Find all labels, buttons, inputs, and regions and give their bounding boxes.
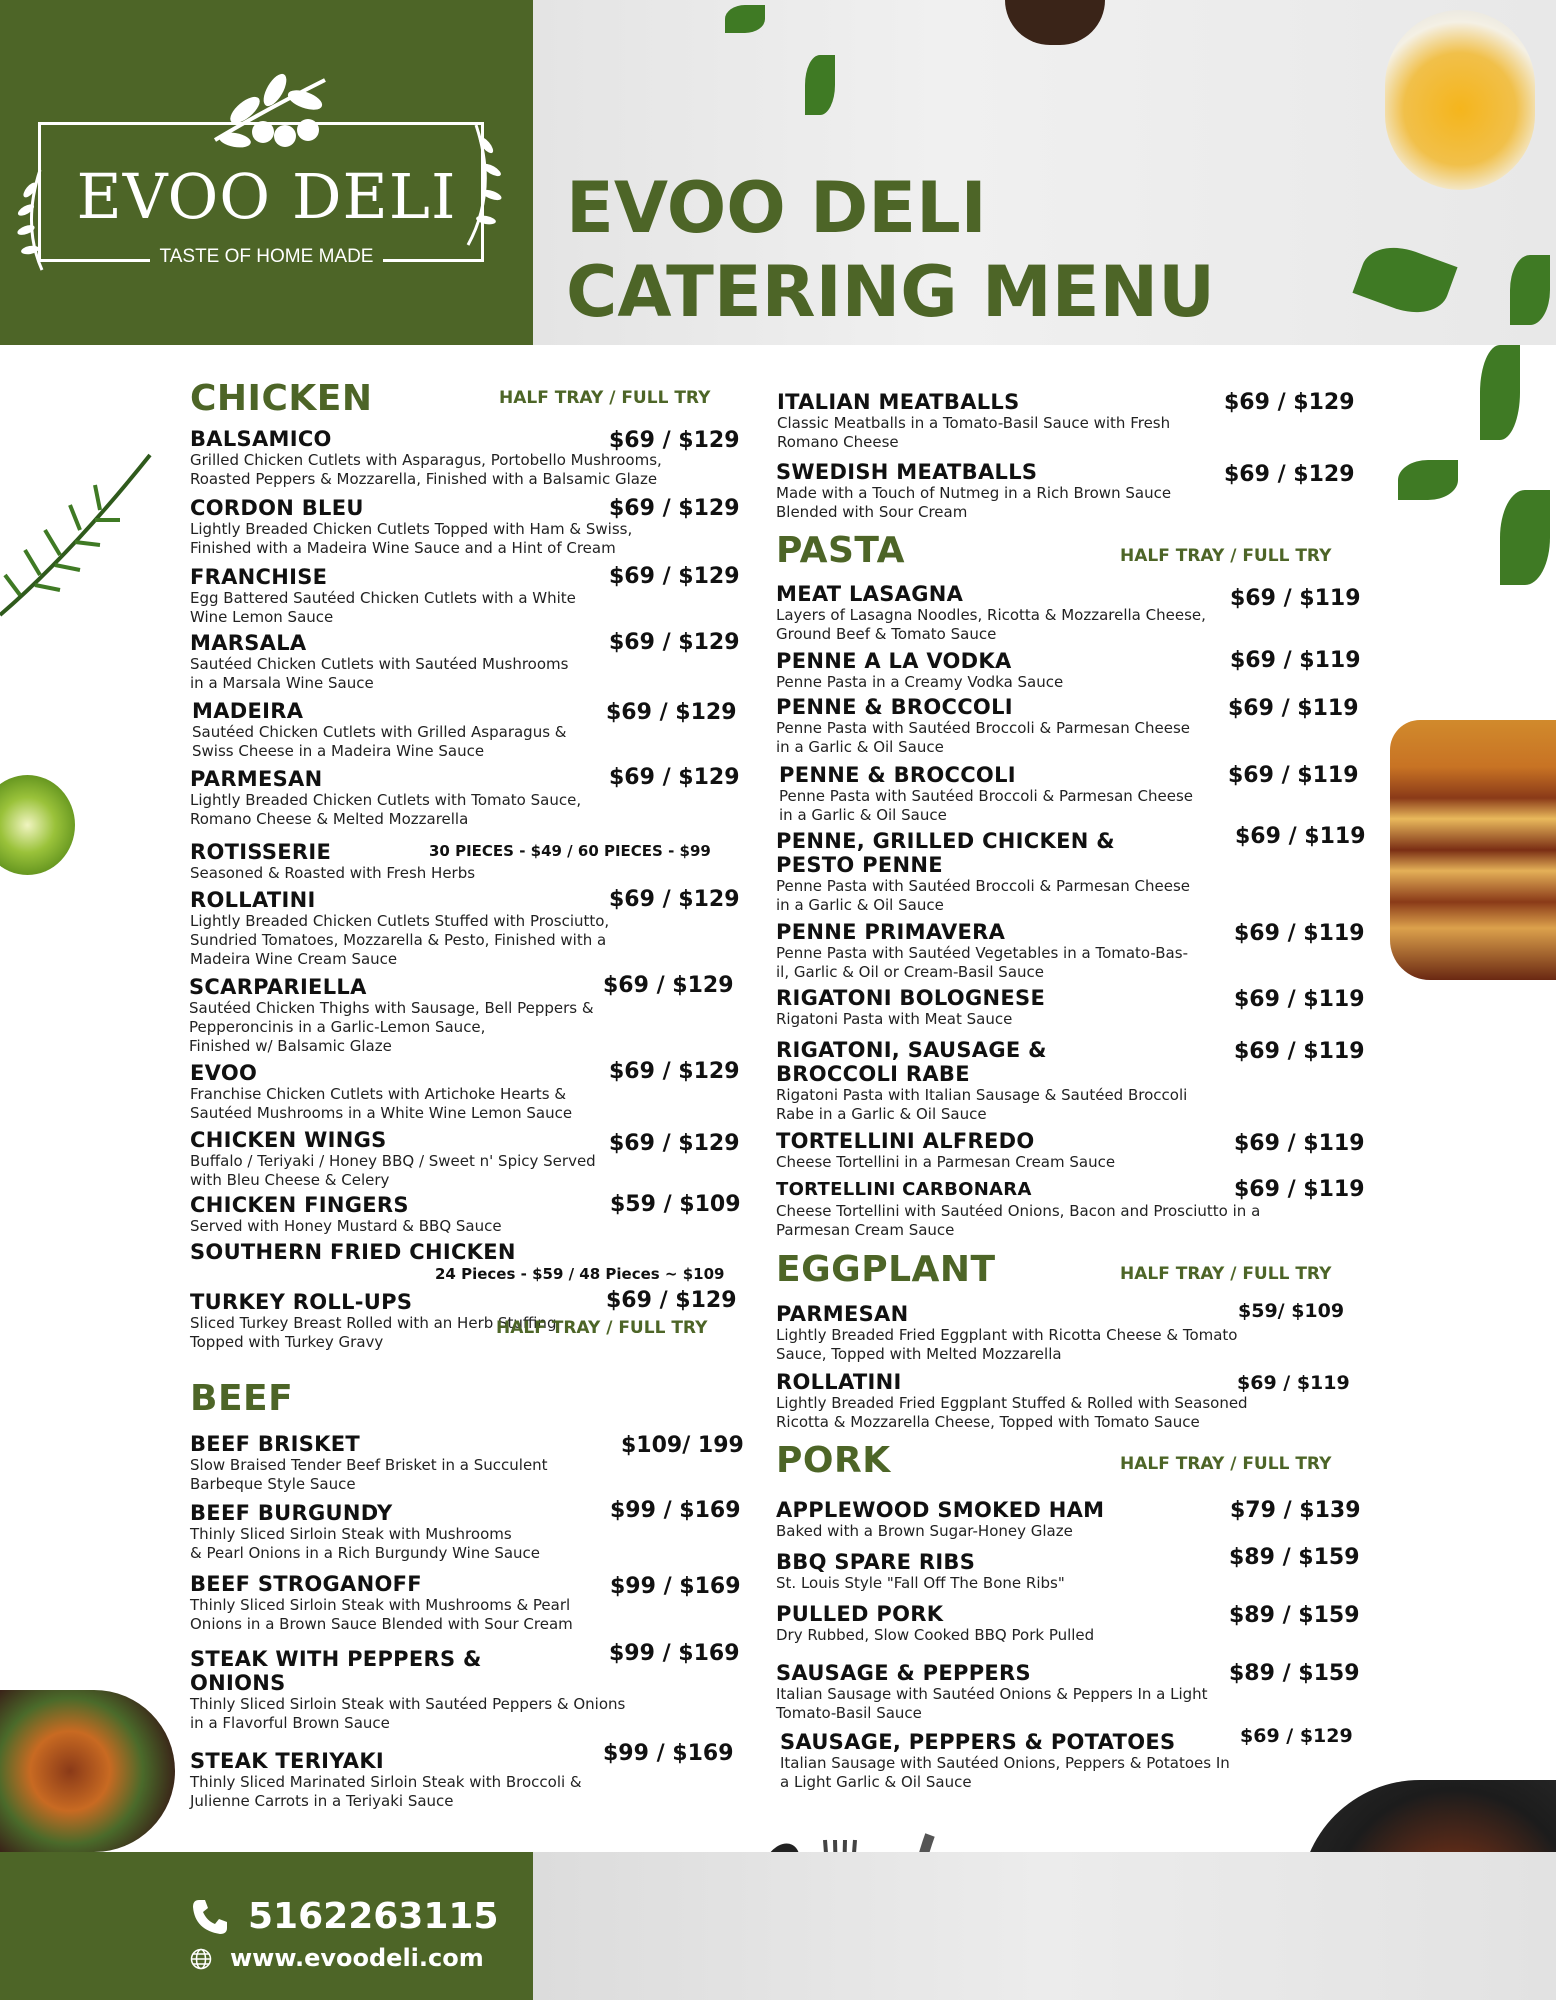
- menu-item: [776, 920, 1188, 982]
- menu-item: [776, 1602, 1094, 1645]
- item-desc: Sauce, Topped with Melted Mozzarella: [776, 1345, 1062, 1363]
- footer-banner: [533, 1852, 1556, 2000]
- item-desc: Dry Rubbed, Slow Cooked BBQ Pork Pulled: [776, 1626, 1095, 1644]
- item-desc: Penne Pasta with Sautéed Vegetables in a Tomato-Bas-: [776, 944, 1188, 962]
- item-price: $69 / $129: [609, 428, 740, 453]
- item-name: MARSALA: [190, 631, 307, 655]
- item-desc: Romano Cheese & Melted Mozzarella: [190, 810, 469, 828]
- item-price: $89 / $159: [1229, 1545, 1360, 1570]
- item-desc: Egg Battered Sautéed Chicken Cutlets with a White: [190, 589, 576, 607]
- item-desc: Ground Beef & Tomato Sauce: [776, 625, 997, 643]
- page-title-line2: CATERING MENU: [566, 251, 1215, 333]
- item-price: $69 / $119: [1234, 1131, 1365, 1156]
- item-price: $59/ $109: [1238, 1300, 1345, 1322]
- item-name: PENNE A LA VODKA: [776, 649, 1012, 673]
- item-desc: with Bleu Cheese & Celery: [190, 1171, 390, 1189]
- item-name: SAUSAGE, PEPPERS & POTATOES: [780, 1730, 1176, 1754]
- phone-icon: [190, 1897, 230, 1937]
- item-desc: Tomato-Basil Sauce: [776, 1704, 922, 1722]
- menu-item: [190, 496, 632, 558]
- lasagna-image: [1390, 720, 1556, 980]
- item-desc: Penne Pasta with Sautéed Broccoli & Parmesan Cheese: [776, 877, 1191, 895]
- menu-item: [190, 1432, 548, 1494]
- item-desc: Penne Pasta with Sautéed Broccoli & Parmesan Cheese: [779, 787, 1194, 805]
- basil-leaf-icon: [1510, 255, 1550, 325]
- item-desc: Sautéed Chicken Cutlets with Sautéed Mushrooms: [190, 655, 569, 673]
- item-price: $99 / $169: [603, 1741, 734, 1766]
- page-title: [566, 166, 1215, 334]
- item-desc: Thinly Sliced Sirloin Steak with Mushrooms: [190, 1525, 512, 1543]
- item-price: 30 PIECES - $49 / 60 PIECES - $99: [429, 842, 711, 860]
- beer-glass-image: [1385, 10, 1535, 190]
- item-desc: in a Flavorful Brown Sauce: [190, 1714, 390, 1732]
- item-desc: Roasted Peppers & Mozzarella, Finished with a Balsamic Glaze: [190, 470, 658, 488]
- item-desc: Romano Cheese: [777, 433, 899, 451]
- item-name: PARMESAN: [776, 1302, 909, 1326]
- menu-item: [777, 390, 1170, 452]
- globe-icon: [190, 1948, 212, 1970]
- item-name: PENNE, GRILLED CHICKEN &: [776, 829, 1115, 853]
- logo-name: EVOO DELI: [76, 160, 457, 233]
- item-price: $69 / $119: [1234, 987, 1365, 1012]
- item-price: $69 / $119: [1237, 1372, 1350, 1394]
- section-title-pork: PORK: [776, 1440, 891, 1481]
- item-price: $69 / $129: [609, 496, 740, 521]
- item-name: STEAK WITH PEPPERS &: [190, 1647, 482, 1671]
- item-price: 24 Pieces - $59 / 48 Pieces ~ $109: [435, 1265, 725, 1283]
- item-desc: Pepperoncinis in a Garlic-Lemon Sauce,: [189, 1018, 486, 1036]
- item-price: $99 / $169: [609, 1641, 740, 1666]
- menu-item: [190, 1061, 572, 1123]
- item-name: PENNE & BROCCOLI: [779, 763, 1016, 787]
- item-desc: Served with Honey Mustard & BBQ Sauce: [190, 1217, 502, 1235]
- item-desc: Wine Lemon Sauce: [190, 608, 334, 626]
- menu-item: [776, 582, 1206, 644]
- item-price: $69 / $119: [1235, 824, 1366, 849]
- item-name: CHICKEN FINGERS: [190, 1193, 409, 1217]
- item-desc: Penne Pasta with Sautéed Broccoli & Parmesan Cheese: [776, 719, 1191, 737]
- item-desc: Lightly Breaded Fried Eggplant Stuffed & Rolled with Seasoned: [776, 1394, 1248, 1412]
- item-name: PENNE & BROCCOLI: [776, 695, 1013, 719]
- item-desc: Blended with Sour Cream: [776, 503, 968, 521]
- item-desc: Made with a Touch of Nutmeg in a Rich Brown Sauce: [776, 484, 1172, 502]
- item-desc: Italian Sausage with Sautéed Onions & Peppers In a Light: [776, 1685, 1208, 1703]
- item-desc: Rigatoni Pasta with Meat Sauce: [776, 1010, 1013, 1028]
- item-desc: Grilled Chicken Cutlets with Asparagus, Portobello Mushrooms,: [190, 451, 662, 469]
- rosemary-sprig: [0, 445, 160, 625]
- item-name-cont: ONIONS: [190, 1671, 286, 1695]
- item-price: $69 / $129: [609, 1059, 740, 1084]
- item-desc: Onions in a Brown Sauce Blended with Sour Cream: [190, 1615, 573, 1633]
- item-name: ROLLATINI: [776, 1370, 902, 1394]
- item-price: $69 / $129: [609, 630, 740, 655]
- item-desc: Rabe in a Garlic & Oil Sauce: [776, 1105, 987, 1123]
- item-name: APPLEWOOD SMOKED HAM: [776, 1498, 1105, 1522]
- menu-item: [776, 1370, 1248, 1432]
- phone-number[interactable]: 5162263115: [248, 1896, 499, 1937]
- section-title-beef: BEEF: [190, 1378, 294, 1419]
- item-desc: St. Louis Style "Fall Off The Bone Ribs": [776, 1574, 1065, 1592]
- item-price: $69 / $119: [1234, 1039, 1365, 1064]
- menu-item: [190, 565, 576, 627]
- item-desc: Penne Pasta in a Creamy Vodka Sauce: [776, 673, 1064, 691]
- menu-item: [776, 1498, 1104, 1541]
- item-desc: in a Garlic & Oil Sauce: [779, 806, 947, 824]
- tray-header: HALF TRAY / FULL TRY: [496, 1318, 708, 1338]
- item-desc: Cheese Tortellini with Sautéed Onions, Bacon and Prosciutto in a: [776, 1202, 1261, 1220]
- section-title-eggplant: EGGPLANT: [776, 1249, 996, 1290]
- item-price: $69 / $119: [1228, 696, 1359, 721]
- section-title-chicken: CHICKEN: [190, 378, 373, 419]
- item-desc: Barbeque Style Sauce: [190, 1475, 356, 1493]
- rosemary-icon: [0, 445, 160, 625]
- item-desc: Finished w/ Balsamic Glaze: [189, 1037, 392, 1055]
- basil-leaf-icon: [805, 55, 835, 115]
- menu-item: [776, 1302, 1237, 1364]
- item-name: TURKEY ROLL-UPS: [190, 1290, 413, 1314]
- item-name: BEEF BRISKET: [190, 1432, 361, 1456]
- beef-stew-image: [0, 1690, 175, 1852]
- item-name: SAUSAGE & PEPPERS: [776, 1661, 1031, 1685]
- item-price: $99 / $169: [610, 1574, 741, 1599]
- menu-item: [190, 1647, 625, 1733]
- item-price: $79 / $139: [1230, 1498, 1361, 1523]
- item-name: STEAK TERIYAKI: [190, 1749, 385, 1773]
- menu-item: [776, 695, 1190, 757]
- item-desc: Ricotta & Mozzarella Cheese, Topped with Tomato Sauce: [776, 1413, 1200, 1431]
- menu-item: [190, 631, 568, 693]
- item-desc: Swiss Cheese in a Madeira Wine Sauce: [192, 742, 485, 760]
- item-desc: Baked with a Brown Sugar-Honey Glaze: [776, 1522, 1073, 1540]
- item-desc: Lightly Breaded Chicken Cutlets with Tomato Sauce,: [190, 791, 582, 809]
- item-desc: Franchise Chicken Cutlets with Artichoke Hearts &: [190, 1085, 567, 1103]
- menu-item: [190, 888, 609, 969]
- item-desc: Julienne Carrots in a Teriyaki Sauce: [190, 1792, 454, 1810]
- item-price: $69 / $129: [609, 564, 740, 589]
- item-price: $69 / $119: [1230, 648, 1361, 673]
- item-name: SCARPARIELLA: [189, 975, 367, 999]
- item-desc: Classic Meatballs in a Tomato-Basil Sauce with Fresh: [777, 414, 1171, 432]
- menu-item: [776, 986, 1045, 1029]
- item-desc: Seasoned & Roasted with Fresh Herbs: [190, 864, 476, 882]
- basil-leaf-icon: [1480, 345, 1520, 440]
- item-price: $59 / $109: [610, 1192, 741, 1217]
- item-desc: a Light Garlic & Oil Sauce: [780, 1773, 972, 1791]
- item-desc: Italian Sausage with Sautéed Onions, Peppers & Potatoes In: [780, 1754, 1230, 1772]
- item-price: $69 / $119: [1234, 921, 1365, 946]
- item-price: $69 / $129: [1240, 1725, 1353, 1747]
- item-name: PARMESAN: [190, 767, 323, 791]
- item-desc: Thinly Sliced Sirloin Steak with Sautéed Peppers & Onions: [190, 1695, 626, 1713]
- page-title-line1: EVOO DELI: [566, 167, 987, 249]
- item-name: RIGATONI BOLOGNESE: [776, 986, 1046, 1010]
- item-name: ROTISSERIE: [190, 840, 332, 864]
- item-desc: Slow Braised Tender Beef Brisket in a Succulent: [190, 1456, 548, 1474]
- menu-item: [779, 763, 1193, 825]
- item-name: TORTELLINI CARBONARA: [776, 1179, 1032, 1200]
- item-desc: Layers of Lasagna Noodles, Ricotta & Mozzarella Cheese,: [776, 606, 1206, 624]
- item-name: TORTELLINI ALFREDO: [776, 1129, 1035, 1153]
- item-desc: in a Garlic & Oil Sauce: [776, 738, 944, 756]
- menu-item: [776, 1178, 1260, 1240]
- menu-item: [192, 699, 566, 761]
- item-price: $69 / $119: [1228, 763, 1359, 788]
- item-name: ITALIAN MEATBALLS: [777, 390, 1020, 414]
- menu-item: [776, 1038, 1187, 1124]
- item-desc: Sliced Turkey Breast Rolled with an Herb Stuffing: [190, 1314, 557, 1332]
- item-desc: Sundried Tomatoes, Mozzarella & Pesto, Finished with a: [190, 931, 607, 949]
- menu-item: [190, 1128, 596, 1190]
- menu-item: [780, 1730, 1230, 1792]
- tray-header: HALF TRAY / FULL TRY: [499, 388, 711, 408]
- menu-item: [190, 1193, 502, 1236]
- item-name: RIGATONI, SAUSAGE &: [776, 1038, 1047, 1062]
- menu-item: [776, 1129, 1115, 1172]
- item-price: $69 / $129: [609, 887, 740, 912]
- item-price: $69 / $129: [1224, 462, 1355, 487]
- item-price: $99 / $169: [610, 1498, 741, 1523]
- item-desc: Thinly Sliced Marinated Sirloin Steak with Broccoli &: [190, 1773, 582, 1791]
- item-name: PULLED PORK: [776, 1602, 944, 1626]
- item-name: BEEF BURGUNDY: [190, 1501, 393, 1525]
- section-title-pasta: PASTA: [776, 530, 905, 571]
- item-desc: Sautéed Mushrooms in a White Wine Lemon Sauce: [190, 1104, 573, 1122]
- item-desc: Thinly Sliced Sirloin Steak with Mushrooms & Pearl: [190, 1596, 571, 1614]
- item-price: $69 / $119: [1230, 586, 1361, 611]
- item-name: CHICKEN WINGS: [190, 1128, 387, 1152]
- basil-leaf-icon: [725, 5, 765, 33]
- menu-item: [776, 460, 1171, 522]
- menu-item: [776, 1550, 1065, 1593]
- tray-header: HALF TRAY / FULL TRY: [1120, 1264, 1332, 1284]
- item-desc: in a Marsala Wine Sauce: [190, 674, 374, 692]
- menu-item: [776, 1661, 1208, 1723]
- item-name: EVOO: [190, 1061, 258, 1085]
- menu-item: [190, 767, 581, 829]
- tray-header: HALF TRAY / FULL TRY: [1120, 546, 1332, 566]
- item-desc: in a Garlic & Oil Sauce: [776, 896, 944, 914]
- item-price: $69 / $129: [609, 1131, 740, 1156]
- website-link[interactable]: www.evoodeli.com: [230, 1944, 484, 1972]
- item-name: MEAT LASAGNA: [776, 582, 964, 606]
- item-desc: Sautéed Chicken Thighs with Sausage, Bell Peppers &: [189, 999, 594, 1017]
- menu-item: [776, 829, 1190, 915]
- item-desc: Parmesan Cream Sauce: [776, 1221, 955, 1239]
- item-name: BEEF STROGANOFF: [190, 1572, 422, 1596]
- item-desc: Rigatoni Pasta with Italian Sausage & Sautéed Broccoli: [776, 1086, 1188, 1104]
- item-desc: Buffalo / Teriyaki / Honey BBQ / Sweet n' Spicy Served: [190, 1152, 596, 1170]
- item-price: $69 / $129: [606, 700, 737, 725]
- menu-item: [190, 1572, 573, 1634]
- item-desc: Cheese Tortellini in a Parmesan Cream Sauce: [776, 1153, 1116, 1171]
- item-name: CORDON BLEU: [190, 496, 364, 520]
- item-desc: Madeira Wine Cream Sauce: [190, 950, 398, 968]
- item-price: $109/ 199: [621, 1433, 744, 1458]
- item-desc: Sautéed Chicken Cutlets with Grilled Asparagus &: [192, 723, 567, 741]
- menu-item: [776, 649, 1063, 692]
- basil-leaf-icon: [1500, 490, 1550, 585]
- item-name: BBQ SPARE RIBS: [776, 1550, 976, 1574]
- tray-header: HALF TRAY / FULL TRY: [1120, 1454, 1332, 1474]
- kiwi-image: [0, 775, 75, 875]
- logo-tagline-text: TASTE OF HOME MADE: [150, 246, 384, 267]
- item-desc: Lightly Breaded Chicken Cutlets Topped with Ham & Swiss,: [190, 520, 633, 538]
- item-name: FRANCHISE: [190, 565, 328, 589]
- item-name: ROLLATINI: [190, 888, 316, 912]
- item-name-cont: PESTO PENNE: [776, 853, 943, 877]
- logo-tagline: [0, 246, 533, 268]
- item-desc: il, Garlic & Oil or Cream-Basil Sauce: [776, 963, 1045, 981]
- item-name: BALSAMICO: [190, 427, 332, 451]
- item-price: $69 / $129: [609, 765, 740, 790]
- item-name: SWEDISH MEATBALLS: [776, 460, 1038, 484]
- item-name-cont: BROCCOLI RABE: [776, 1062, 970, 1086]
- menu-item: [189, 975, 594, 1056]
- item-price: $69 / $119: [1234, 1177, 1365, 1202]
- item-desc: Finished with a Madeira Wine Sauce and a Hint of Cream: [190, 539, 616, 557]
- item-desc: Topped with Turkey Gravy: [190, 1333, 384, 1351]
- item-desc: Lightly Breaded Fried Eggplant with Ricotta Cheese & Tomato: [776, 1326, 1238, 1344]
- item-desc: Lightly Breaded Chicken Cutlets Stuffed with Prosciutto,: [190, 912, 610, 930]
- item-price: $89 / $159: [1229, 1603, 1360, 1628]
- item-price: $69 / $129: [606, 1288, 737, 1313]
- item-name: SOUTHERN FRIED CHICKEN: [190, 1240, 516, 1264]
- menu-item: [190, 1240, 516, 1264]
- item-price: $69 / $129: [603, 973, 734, 998]
- basil-leaf-icon: [1398, 460, 1458, 500]
- menu-item: [190, 427, 662, 489]
- item-name: PENNE PRIMAVERA: [776, 920, 1006, 944]
- menu-item: [190, 1501, 540, 1563]
- item-desc: & Pearl Onions in a Rich Burgundy Wine Sauce: [190, 1544, 541, 1562]
- menu-item: [190, 1749, 582, 1811]
- item-price: $69 / $129: [1224, 390, 1355, 415]
- item-price: $89 / $159: [1229, 1661, 1360, 1686]
- item-name: MADEIRA: [192, 699, 304, 723]
